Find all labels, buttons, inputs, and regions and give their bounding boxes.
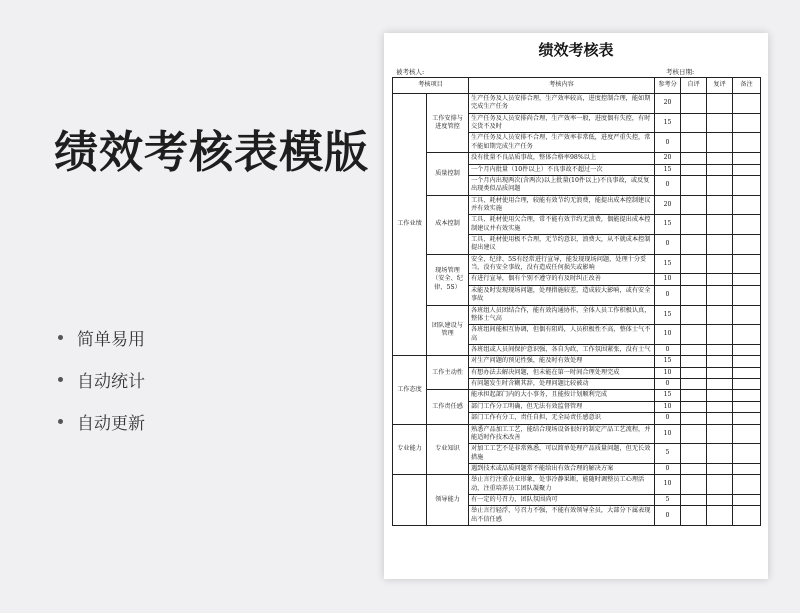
content-cell: 各班组或人员间保护意识强，各自为政，工作氛围紧张，没有士气 (469, 344, 655, 355)
content-cell: 有一定的号召力，团队氛围尚可 (469, 495, 655, 506)
feature-label: 自动更新 (77, 413, 145, 434)
item-name-cell: 成本控制 (427, 195, 469, 254)
re-eval-cell[interactable] (707, 175, 733, 195)
re-eval-cell[interactable] (707, 379, 733, 390)
re-eval-cell[interactable] (707, 390, 733, 401)
re-eval-cell[interactable] (707, 153, 733, 164)
feature-label: 自动统计 (77, 371, 145, 392)
score-cell: 15 (655, 113, 681, 133)
content-cell: 工具、耗材使用合理，较能有效节约无浪费，能提出成本控制建议并有效实施 (469, 195, 655, 215)
re-eval-cell[interactable] (707, 235, 733, 255)
reviewed-person-label: 被考核人: (396, 68, 425, 76)
note-cell[interactable] (733, 367, 761, 378)
note-cell[interactable] (733, 215, 761, 235)
note-cell[interactable] (733, 390, 761, 401)
header-note: 备注 (733, 78, 761, 94)
self-eval-cell[interactable] (681, 401, 707, 412)
score-cell: 0 (655, 463, 681, 474)
re-eval-cell[interactable] (707, 424, 733, 444)
table-row (393, 195, 761, 215)
re-eval-cell[interactable] (707, 401, 733, 412)
score-cell: 0 (655, 413, 681, 424)
header-score: 参考分 (655, 78, 681, 94)
content-cell: 有想办法去解决问题，但未能在第一时间合理处理完成 (469, 367, 655, 378)
item-name-cell: 工作主动性 (427, 356, 469, 390)
self-eval-cell[interactable] (681, 444, 707, 464)
note-cell[interactable] (733, 444, 761, 464)
table-row (393, 475, 761, 495)
note-cell[interactable] (733, 235, 761, 255)
score-cell: 0 (655, 506, 681, 526)
score-cell: 10 (655, 274, 681, 285)
score-cell: 20 (655, 94, 681, 114)
document-preview (384, 33, 768, 579)
self-eval-cell[interactable] (681, 495, 707, 506)
content-cell: 工具、耗材使用欠合理，常不能有效节约无浪费，偶能提出成本控制建议并有效实施 (469, 215, 655, 235)
self-eval-cell[interactable] (681, 424, 707, 444)
note-cell[interactable] (733, 401, 761, 412)
re-eval-cell[interactable] (707, 195, 733, 215)
score-cell: 15 (655, 356, 681, 367)
self-eval-cell[interactable] (681, 305, 707, 325)
note-cell[interactable] (733, 424, 761, 444)
re-eval-cell[interactable] (707, 285, 733, 305)
header-self: 自评 (681, 78, 707, 94)
score-cell: 0 (655, 175, 681, 195)
content-cell: 部门工作有分工，责任自担，无全局责任感意识 (469, 413, 655, 424)
score-cell: 10 (655, 367, 681, 378)
self-eval-cell[interactable] (681, 367, 707, 378)
table-row (393, 254, 761, 274)
score-cell: 10 (655, 401, 681, 412)
bullet-dot-icon (58, 419, 63, 424)
self-eval-cell[interactable] (681, 195, 707, 215)
content-cell: 举止言行轻浮，号召力不强，不能有效领导全员，大部分下属表现出不信任感 (469, 506, 655, 526)
self-eval-cell[interactable] (681, 463, 707, 474)
item-name-cell: 工作安排与进度管控 (427, 94, 469, 153)
self-eval-cell[interactable] (681, 285, 707, 305)
score-cell: 15 (655, 254, 681, 274)
content-cell: 各班组人员团结合作，能有效沟通协作，全体人员工作积极认真，整体士气高 (469, 305, 655, 325)
note-cell[interactable] (733, 325, 761, 345)
self-eval-cell[interactable] (681, 235, 707, 255)
note-cell[interactable] (733, 356, 761, 367)
re-eval-cell[interactable] (707, 274, 733, 285)
self-eval-cell[interactable] (681, 164, 707, 175)
self-eval-cell[interactable] (681, 379, 707, 390)
content-cell: 对生产问题的预见性强，能及时有效处理 (469, 356, 655, 367)
re-eval-cell[interactable] (707, 164, 733, 175)
score-cell: 10 (655, 325, 681, 345)
content-cell: 一个月内批量（10件以上）不良事故不超过一次 (469, 164, 655, 175)
review-date-label: 考核日期: (666, 68, 695, 76)
score-cell: 10 (655, 475, 681, 495)
content-cell: 有问题发生时含糊其辞，处理问题比较被动 (469, 379, 655, 390)
note-cell[interactable] (733, 506, 761, 526)
content-cell: 各班组间能相互协调，但偶有阻碍，人员积极性不高，整体士气不高 (469, 325, 655, 345)
re-eval-cell[interactable] (707, 344, 733, 355)
item-name-cell: 团队建设与管理 (427, 305, 469, 356)
table-header-row (393, 78, 761, 94)
self-eval-cell[interactable] (681, 153, 707, 164)
feature-list (58, 316, 145, 442)
re-eval-cell[interactable] (707, 305, 733, 325)
self-eval-cell[interactable] (681, 113, 707, 133)
content-cell: 遇到技术或品质问题常不能给出有效合理的解决方案 (469, 463, 655, 474)
self-eval-cell[interactable] (681, 475, 707, 495)
re-eval-cell[interactable] (707, 506, 733, 526)
self-eval-cell[interactable] (681, 254, 707, 274)
table-row (393, 305, 761, 325)
content-cell: 生产任务及人员安排尚合理，生产效率一般，进度偶有失控，有时交货不及时 (469, 113, 655, 133)
table-row (393, 424, 761, 444)
header-item: 考核项目 (393, 78, 469, 94)
re-eval-cell[interactable] (707, 413, 733, 424)
score-cell: 15 (655, 215, 681, 235)
content-cell: 能承担起部门内的大小事务，且能按计划顺利完成 (469, 390, 655, 401)
self-eval-cell[interactable] (681, 325, 707, 345)
note-cell[interactable] (733, 254, 761, 274)
content-cell: 没有批量不良品质事故，整体合格率98%以上 (469, 153, 655, 164)
table-row (393, 390, 761, 401)
score-cell: 0 (655, 285, 681, 305)
content-cell: 部门工作分工明确，但无法有效监督管理 (469, 401, 655, 412)
feature-item (58, 316, 145, 358)
section-name-cell (393, 475, 427, 526)
re-eval-cell[interactable] (707, 463, 733, 474)
header-content: 考核内容 (469, 78, 655, 94)
note-cell[interactable] (733, 344, 761, 355)
item-name-cell: 专业知识 (427, 424, 469, 475)
score-cell: 15 (655, 390, 681, 401)
re-eval-cell[interactable] (707, 495, 733, 506)
table-row (393, 153, 761, 164)
score-cell: 20 (655, 195, 681, 215)
section-name-cell: 工作业绩 (393, 94, 427, 356)
re-eval-cell[interactable] (707, 475, 733, 495)
content-cell: 生产任务及人员安排不合理，生产效率非常低，进度严重失控，常不能如期完成生产任务 (469, 133, 655, 153)
score-cell: 5 (655, 444, 681, 464)
self-eval-cell[interactable] (681, 344, 707, 355)
content-cell: 熟悉产品加工工艺，能结合现场设备很好的制定产品工艺流程，并能适时作技术改善 (469, 424, 655, 444)
score-cell: 5 (655, 495, 681, 506)
note-cell[interactable] (733, 113, 761, 133)
note-cell[interactable] (733, 195, 761, 215)
self-eval-cell[interactable] (681, 356, 707, 367)
section-name-cell: 工作态度 (393, 356, 427, 424)
score-cell: 0 (655, 344, 681, 355)
note-cell[interactable] (733, 305, 761, 325)
note-cell[interactable] (733, 413, 761, 424)
content-cell: 举止言行注重企业形象，处事冷静果断，能随时调整员工心理活动，注重培养员工团队凝聚力 (469, 475, 655, 495)
self-eval-cell[interactable] (681, 274, 707, 285)
content-cell: 一个月内出现两次(含两次)以上批量(10件以上)不良事故，或反复出现类似品质问题 (469, 175, 655, 195)
item-name-cell: 领导能力 (427, 475, 469, 526)
document-title: 绩效考核表 (538, 41, 614, 59)
score-cell: 20 (655, 153, 681, 164)
evaluation-table (392, 77, 761, 526)
header-review: 复评 (707, 78, 733, 94)
note-cell[interactable] (733, 379, 761, 390)
self-eval-cell[interactable] (681, 506, 707, 526)
content-cell: 工具、耗材使用极不合理，无节约意识，浪费大，从不就成本控制提出建议 (469, 235, 655, 255)
score-cell: 15 (655, 305, 681, 325)
content-cell: 有进行宣导，偶有个别不遵守的有及时纠正改善 (469, 274, 655, 285)
content-cell: 生产任务及人员安排合理，生产效率较高，进度控制合理，能如期完成生产任务 (469, 94, 655, 114)
note-cell[interactable] (733, 475, 761, 495)
content-cell: 安全、纪律、5S有经常进行宣导，能发现现场问题，处理十分妥当，没有安全事故，没有造成任何损失或影响 (469, 254, 655, 274)
feature-label: 简单易用 (77, 329, 145, 350)
score-cell: 0 (655, 133, 681, 153)
note-cell[interactable] (733, 94, 761, 114)
re-eval-cell[interactable] (707, 356, 733, 367)
re-eval-cell[interactable] (707, 444, 733, 464)
re-eval-cell[interactable] (707, 215, 733, 235)
self-eval-cell[interactable] (681, 215, 707, 235)
self-eval-cell[interactable] (681, 175, 707, 195)
content-cell: 未能及时发现现场问题，处理措施较差，造成较大影响，或有安全事故 (469, 285, 655, 305)
re-eval-cell[interactable] (707, 254, 733, 274)
re-eval-cell[interactable] (707, 133, 733, 153)
table-row (393, 356, 761, 367)
self-eval-cell[interactable] (681, 94, 707, 114)
score-cell: 0 (655, 235, 681, 255)
self-eval-cell[interactable] (681, 133, 707, 153)
item-name-cell: 现场管理（安全、纪律、5S） (427, 254, 469, 305)
content-cell: 对加工工艺不是非常熟悉，可以简单处理产品质量问题，但无长效措施 (469, 444, 655, 464)
note-cell[interactable] (733, 463, 761, 474)
note-cell[interactable] (733, 153, 761, 164)
re-eval-cell[interactable] (707, 325, 733, 345)
bullet-dot-icon (58, 335, 63, 340)
re-eval-cell[interactable] (707, 367, 733, 378)
item-name-cell: 工作责任感 (427, 390, 469, 424)
score-cell: 0 (655, 379, 681, 390)
feature-item (58, 358, 145, 400)
section-name-cell: 专业能力 (393, 424, 427, 475)
score-cell: 15 (655, 164, 681, 175)
note-cell[interactable] (733, 175, 761, 195)
note-cell[interactable] (733, 285, 761, 305)
score-cell: 10 (655, 424, 681, 444)
self-eval-cell[interactable] (681, 413, 707, 424)
feature-item (58, 400, 145, 442)
table-row (393, 94, 761, 114)
note-cell[interactable] (733, 274, 761, 285)
note-cell[interactable] (733, 164, 761, 175)
re-eval-cell[interactable] (707, 113, 733, 133)
bullet-dot-icon (58, 377, 63, 382)
re-eval-cell[interactable] (707, 94, 733, 114)
promo-title: 绩效考核表模版 (54, 127, 369, 178)
note-cell[interactable] (733, 133, 761, 153)
self-eval-cell[interactable] (681, 390, 707, 401)
note-cell[interactable] (733, 495, 761, 506)
item-name-cell: 质量控制 (427, 153, 469, 195)
